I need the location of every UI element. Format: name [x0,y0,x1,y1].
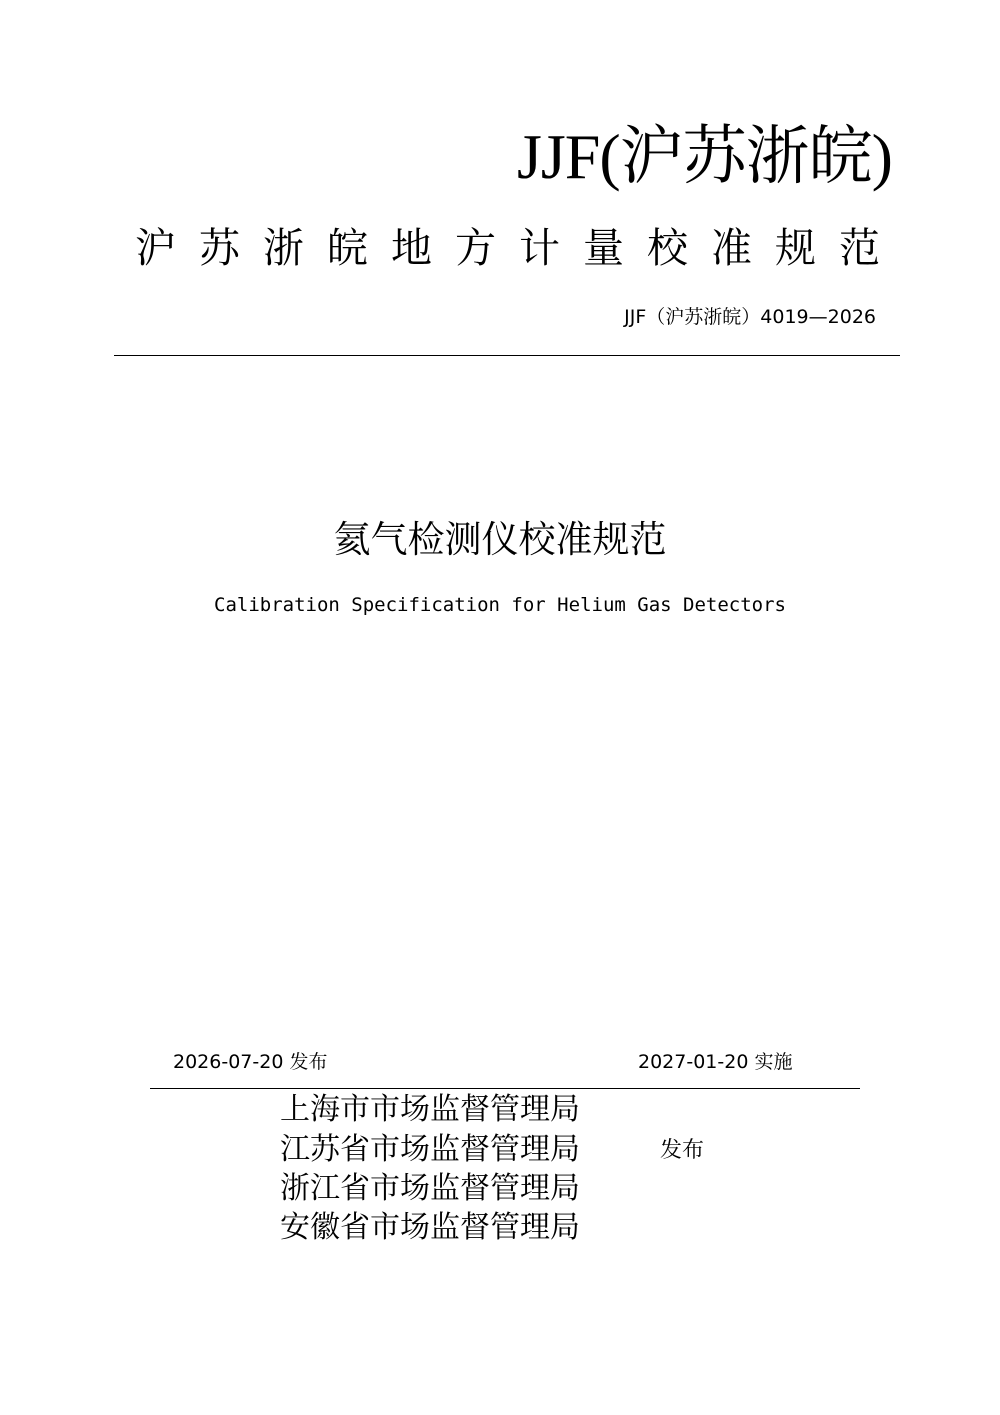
issuer-anhui: 安徽省市场监督管理局 [280,1210,580,1245]
standard-code-prefix: JJF(沪苏浙皖) [516,121,892,192]
standard-series-title: 沪苏浙皖地方计量校准规范 [135,224,880,272]
publish-date: 2026-07-20 发布 [173,1051,328,1073]
document-title-chinese: 氦气检测仪校准规范 [333,518,667,561]
issuer-jiangsu: 江苏省市场监督管理局 [280,1132,580,1167]
standard-number: JJF（沪苏浙皖）4019—2026 [624,306,876,328]
issuer-zhejiang: 浙江省市场监督管理局 [280,1171,580,1206]
issuer-shanghai: 上海市市场监督管理局 [280,1092,580,1127]
document-title-english: Calibration Specification for Helium Gas Detectors [214,594,786,616]
issue-action-label: 发布 [660,1138,705,1163]
header-divider [114,355,900,356]
footer-divider [150,1088,860,1089]
effective-date: 2027-01-20 实施 [638,1051,793,1073]
